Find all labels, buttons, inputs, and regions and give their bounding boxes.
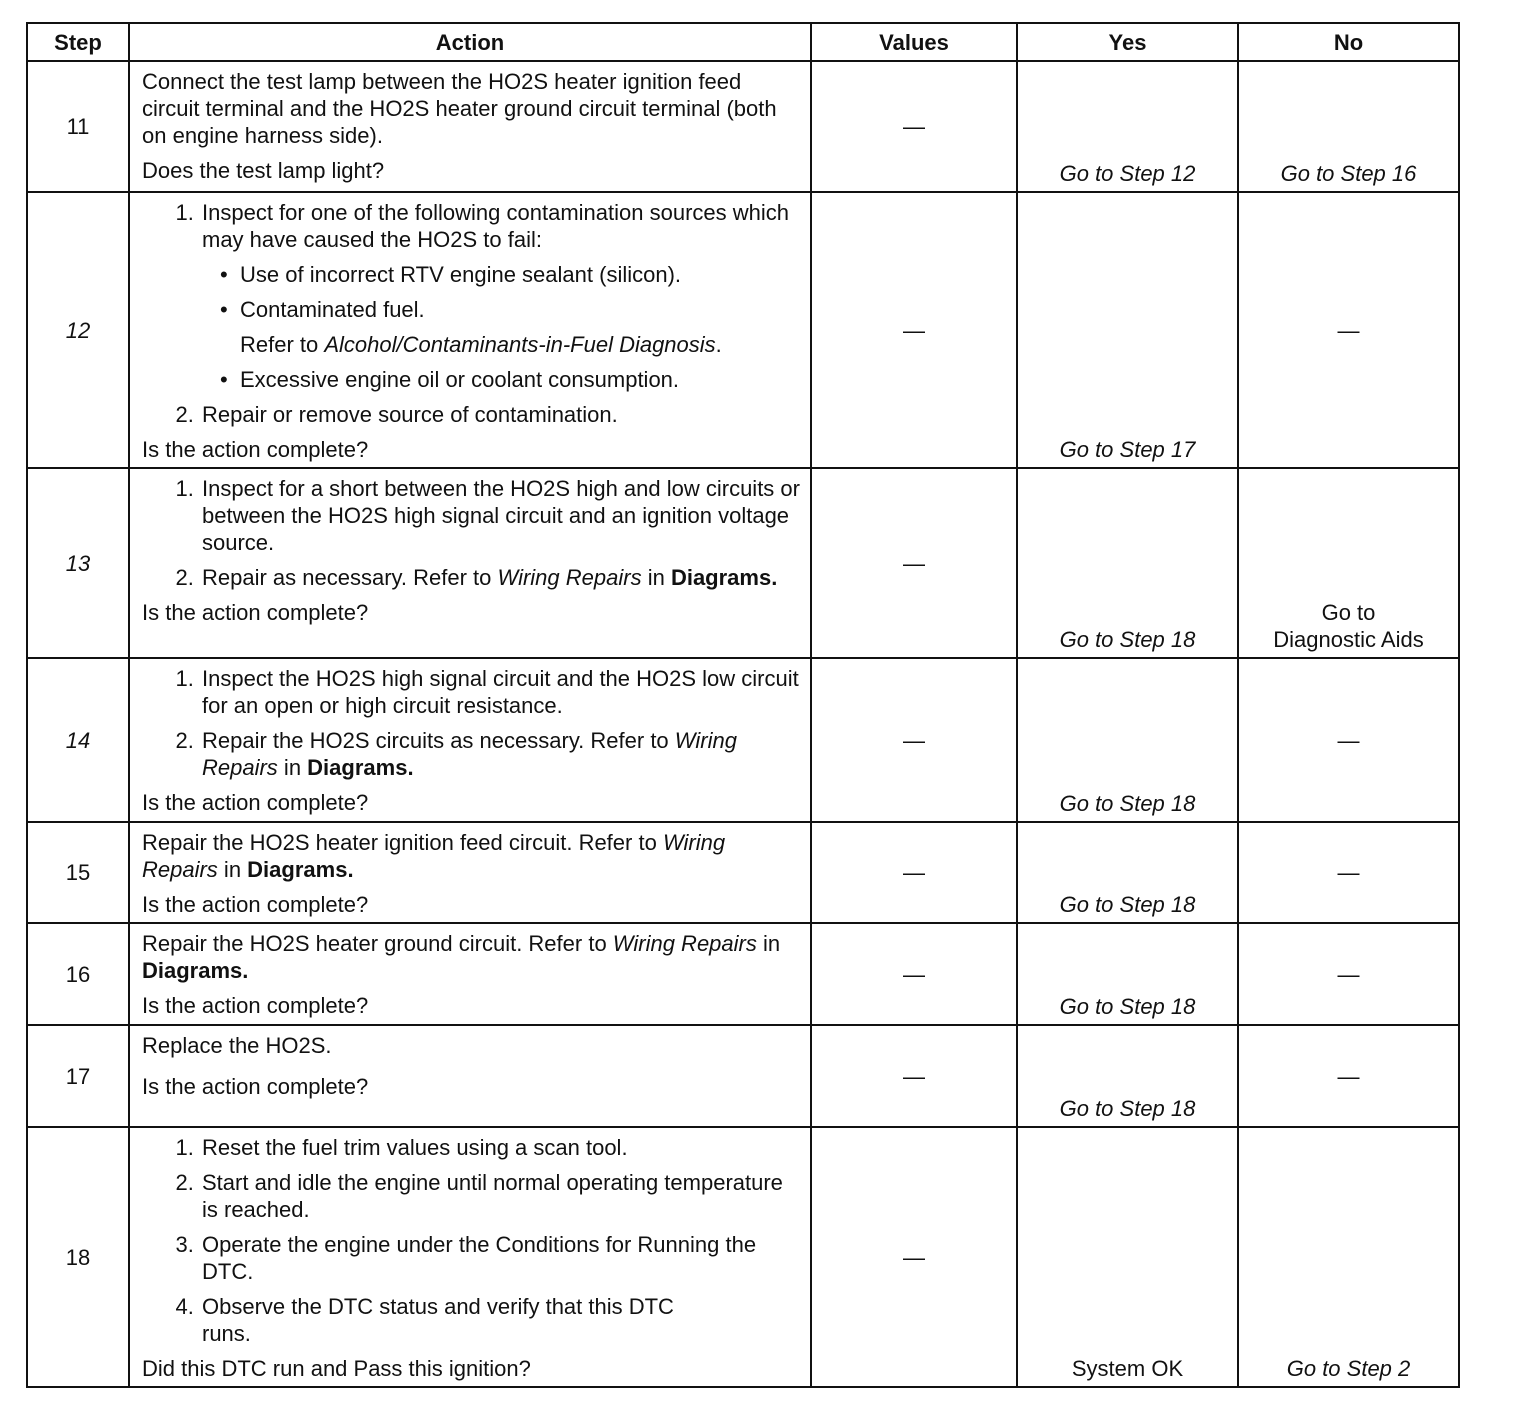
values-dash: — [903, 114, 925, 139]
table-row [27, 658, 1459, 822]
refer-line [240, 331, 800, 358]
yes-result: System OK [1017, 1127, 1238, 1387]
header-row [27, 23, 1459, 61]
table-row [27, 61, 1459, 192]
wiring-repairs-link[interactable]: Wiring Repairs [612, 931, 757, 956]
values-dash: — [903, 317, 925, 343]
action-question: Does the test lamp light? [142, 158, 385, 183]
header-yes: Yes [1017, 23, 1238, 61]
values-dash: — [903, 1063, 925, 1089]
no-cell [1238, 658, 1459, 822]
yes-link[interactable]: Go to Step 18 [1017, 822, 1238, 923]
values-cell [811, 192, 1017, 468]
no-dash: — [1337, 317, 1360, 343]
text-mid: in [217, 857, 248, 882]
step-number: 17 [27, 1025, 129, 1127]
action-question: Is the action complete? [142, 437, 369, 462]
values-cell [811, 658, 1017, 822]
item-mid: in [277, 755, 308, 780]
no-dash: — [1337, 1063, 1360, 1089]
wiring-repairs-link[interactable]: Wiring Repairs [202, 728, 737, 780]
bullet-item [238, 296, 800, 358]
action-item: 2. Repair or remove source of contamination. [200, 401, 800, 428]
action-cell [129, 61, 811, 192]
step-number: 15 [27, 822, 129, 923]
action-question: Is the action complete? [142, 993, 369, 1018]
values-dash: — [903, 860, 925, 885]
values-dash: — [903, 1244, 925, 1270]
action-item-text: Inspect for one of the following contamination sources which may have caused the HO2S to fail: [202, 200, 789, 252]
action-list [142, 1134, 800, 1347]
wiring-repairs-link[interactable]: Wiring Repairs [142, 830, 726, 882]
action-item [200, 564, 800, 591]
action-list [142, 665, 800, 781]
diagrams-link[interactable]: Diagrams. [670, 565, 778, 590]
header-action: Action [129, 23, 811, 61]
step-number: 12 [27, 192, 129, 468]
no-cell [1238, 923, 1459, 1025]
item-mid: in [641, 565, 671, 590]
yes-link[interactable]: Go to Step 12 [1017, 61, 1238, 192]
header-step: Step [27, 23, 129, 61]
values-cell [811, 1025, 1017, 1127]
yes-link[interactable]: Go to Step 18 [1017, 468, 1238, 658]
yes-link[interactable]: Go to Step 17 [1017, 192, 1238, 468]
values-cell [811, 61, 1017, 192]
action-cell [129, 468, 811, 658]
diagrams-link[interactable]: Diagrams. [142, 958, 249, 983]
action-item: 3. Operate the engine under the Conditions for Running the DTC. [200, 1231, 800, 1285]
action-question: Is the action complete? [142, 892, 369, 917]
action-item: 1. Inspect for a short between the HO2S high and low circuits or between the HO2S high signal circuit and an ignition voltage source. [200, 475, 800, 556]
values-cell [811, 1127, 1017, 1387]
action-item: 1. Reset the fuel trim values using a scan tool. [200, 1134, 800, 1161]
table-row [27, 1127, 1459, 1387]
no-link[interactable]: Go to Step 2 [1238, 1127, 1459, 1387]
header-values: Values [811, 23, 1017, 61]
action-list [142, 199, 800, 428]
values-cell [811, 822, 1017, 923]
step-number: 11 [27, 61, 129, 192]
action-question: Is the action complete? [142, 790, 369, 815]
refer-suffix: . [715, 332, 722, 357]
action-cell [129, 192, 811, 468]
values-dash: — [903, 727, 925, 753]
no-cell [1238, 822, 1459, 923]
bullet-list [202, 261, 800, 393]
wiring-repairs-link[interactable]: Wiring Repairs [497, 565, 642, 590]
bullet-item: • Use of incorrect RTV engine sealant (silicon). [238, 261, 800, 288]
no-cell [1238, 1025, 1459, 1127]
no-link[interactable] [1238, 468, 1459, 658]
action-text: Connect the test lamp between the HO2S heater ignition feed circuit terminal and the HO2S heater ground circuit terminal (both on engine harness side). [142, 69, 777, 148]
refer-link[interactable]: Alcohol/Contaminants-in-Fuel Diagnosis [324, 332, 716, 357]
action-item [200, 727, 800, 781]
values-cell [811, 923, 1017, 1025]
step-number: 13 [27, 468, 129, 658]
text-prefix: Repair the HO2S heater ignition feed circuit. Refer to [142, 830, 663, 855]
action-question: Is the action complete? [142, 600, 369, 625]
action-item: 1. Inspect the HO2S high signal circuit and the HO2S low circuit for an open or high circuit resistance. [200, 665, 800, 719]
header-no: No [1238, 23, 1459, 61]
bullet-item: • Excessive engine oil or coolant consumption. [238, 366, 800, 393]
no-dash: — [1337, 727, 1360, 753]
diagrams-link[interactable]: Diagrams. [307, 755, 414, 780]
action-item: 4. Observe the DTC status and verify that this DTC runs. [200, 1293, 800, 1347]
diagnostic-table [26, 22, 1460, 1388]
bullet-text: • Contaminated fuel. [240, 297, 425, 322]
no-line1: Go to [1321, 600, 1376, 625]
text-prefix: Repair the HO2S heater ground circuit. Refer to [142, 931, 613, 956]
table-row [27, 822, 1459, 923]
action-question: Is the action complete? [142, 1074, 369, 1099]
table-row [27, 468, 1459, 658]
action-text: Replace the HO2S. [142, 1033, 332, 1058]
no-cell [1238, 192, 1459, 468]
table-row [27, 923, 1459, 1025]
no-dash: — [1337, 860, 1360, 885]
no-dash: — [1337, 961, 1360, 987]
step-number: 18 [27, 1127, 129, 1387]
yes-link[interactable]: Go to Step 18 [1017, 658, 1238, 822]
yes-link[interactable]: Go to Step 18 [1017, 1025, 1238, 1127]
values-cell [811, 468, 1017, 658]
text-mid: in [756, 931, 781, 956]
values-dash: — [903, 550, 925, 576]
action-item [200, 199, 800, 393]
step-number: 14 [27, 658, 129, 822]
values-dash: — [903, 961, 925, 987]
no-line2: Diagnostic Aids [1273, 627, 1424, 652]
no-link[interactable]: Go to Step 16 [1238, 61, 1459, 192]
table-row [27, 192, 1459, 468]
table-row [27, 1025, 1459, 1127]
action-cell [129, 923, 811, 1025]
action-text [142, 829, 800, 883]
action-list [142, 475, 800, 591]
item-prefix: Repair the HO2S circuits as necessary. Refer to [202, 728, 675, 753]
refer-prefix: Refer to [240, 332, 325, 357]
action-text [142, 930, 800, 984]
action-cell [129, 822, 811, 923]
action-cell [129, 1025, 811, 1127]
action-cell [129, 658, 811, 822]
step-number: 16 [27, 923, 129, 1025]
diagrams-link[interactable]: Diagrams. [247, 857, 354, 882]
item-prefix: Repair as necessary. Refer to [202, 565, 498, 590]
yes-link[interactable]: Go to Step 18 [1017, 923, 1238, 1025]
action-question: Did this DTC run and Pass this ignition? [142, 1356, 531, 1381]
action-item: 2. Start and idle the engine until normal operating temperature is reached. [200, 1169, 800, 1223]
action-cell [129, 1127, 811, 1387]
